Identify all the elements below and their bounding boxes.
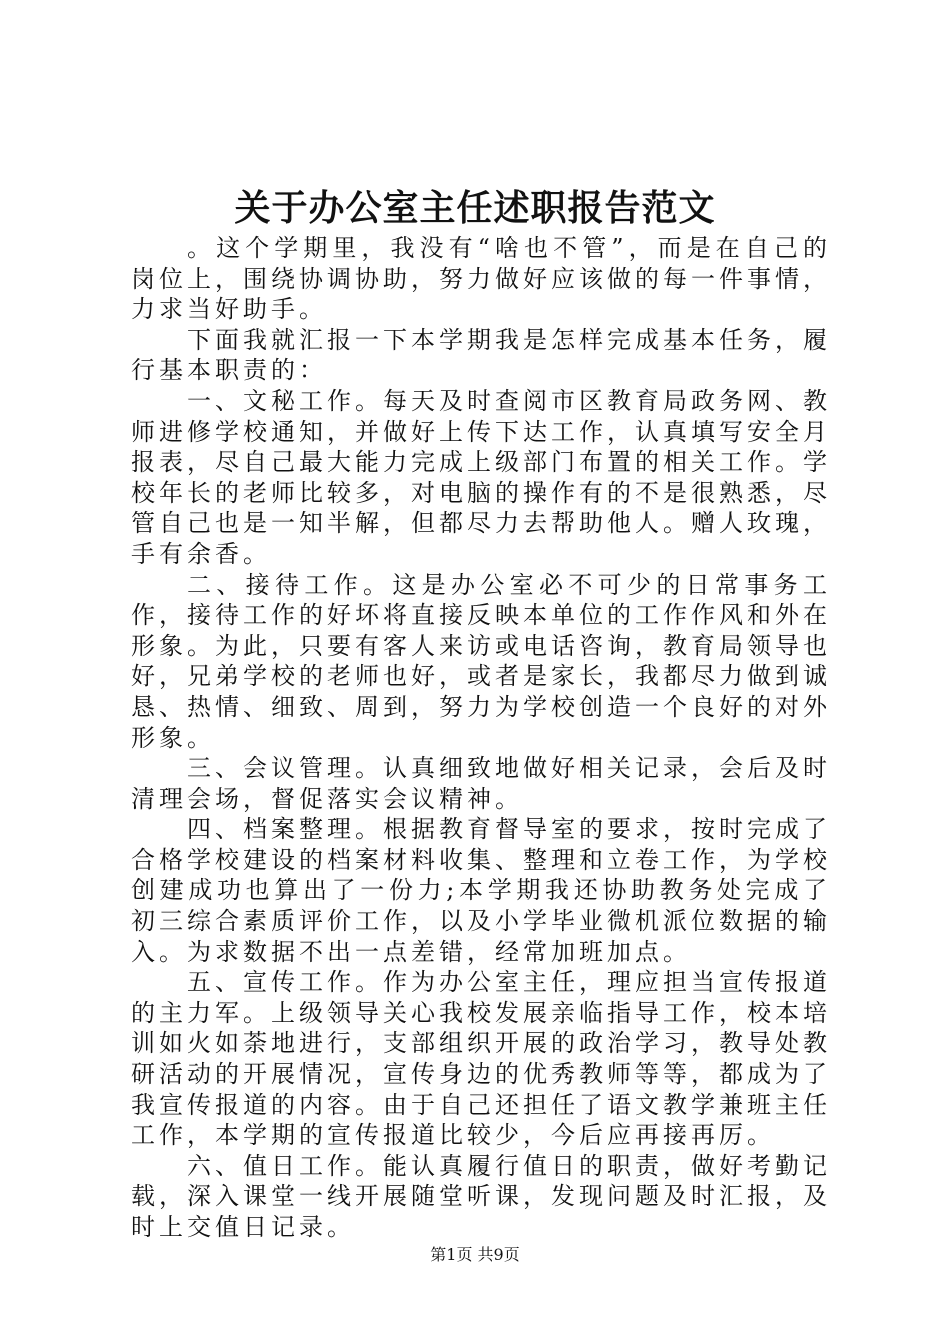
- paragraph-archive-management: 四、档案整理。根据教育督导室的要求，按时完成了合格学校建设的档案材料收集、整理和立卷工作，为学校创建成功也算出了一份力;本学期我还协助教务处完成了初三综合素质评价工作，以及小学毕业微机派位数据的输入。为求数据不出一点差错，经常加班加点。: [131, 815, 831, 966]
- paragraph-overview: 下面我就汇报一下本学期我是怎样完成基本任务，履行基本职责的：: [131, 325, 831, 385]
- paragraph-duty-work: 六、值日工作。能认真履行值日的职责，做好考勤记载，深入课堂一线开展随堂听课，发现问题及时汇报，及时上交值日记录。: [131, 1151, 831, 1241]
- paragraph-intro: 。这个学期里，我没有“啥也不管”，而是在自己的岗位上，围绕协调协助，努力做好应该做的每一件事情，力求当好助手。: [131, 234, 831, 324]
- document-body: [131, 233, 831, 1243]
- paragraph-reception-work: 二、接待工作。这是办公室必不可少的日常事务工作，接待工作的好坏将直接反映本单位的工作作风和外在形象。为此，只要有客人来访或电话咨询，教育局领导也好，兄弟学校的老师也好，或者是家长，我都尽力做到诚恳、热情、细致、周到，努力为学校创造一个良好的对外形象。: [131, 570, 831, 752]
- paragraph-secretarial-work: 一、文秘工作。每天及时查阅市区教育局政务网、教师进修学校通知，并做好上传下达工作，认真填写安全月报表，尽自己最大能力完成上级部门布置的相关工作。学校年长的老师比较多，对电脑的操作有的不是很熟悉，尽管自己也是一知半解，但都尽力去帮助他人。赠人玫瑰，手有余香。: [131, 386, 831, 568]
- paragraph-meeting-management: 三、会议管理。认真细致地做好相关记录，会后及时清理会场，督促落实会议精神。: [131, 754, 831, 813]
- document-title: 关于办公室主任述职报告范文: [234, 187, 716, 229]
- paragraph-publicity-work: 五、宣传工作。作为办公室主任，理应担当宣传报道的主力军。上级领导关心我校发展亲临指导工作，校本培训如火如荼地进行，支部组织开展的政治学习，教导处教研活动的开展情况，宣传身边的优秀教师等等，都成为了我宣传报道的内容。由于自己还担任了语文教学兼班主任工作，本学期的宣传报道比较少，今后应再接再厉。: [131, 968, 831, 1150]
- page-number-footer: 第1页 共9页: [430, 1245, 520, 1264]
